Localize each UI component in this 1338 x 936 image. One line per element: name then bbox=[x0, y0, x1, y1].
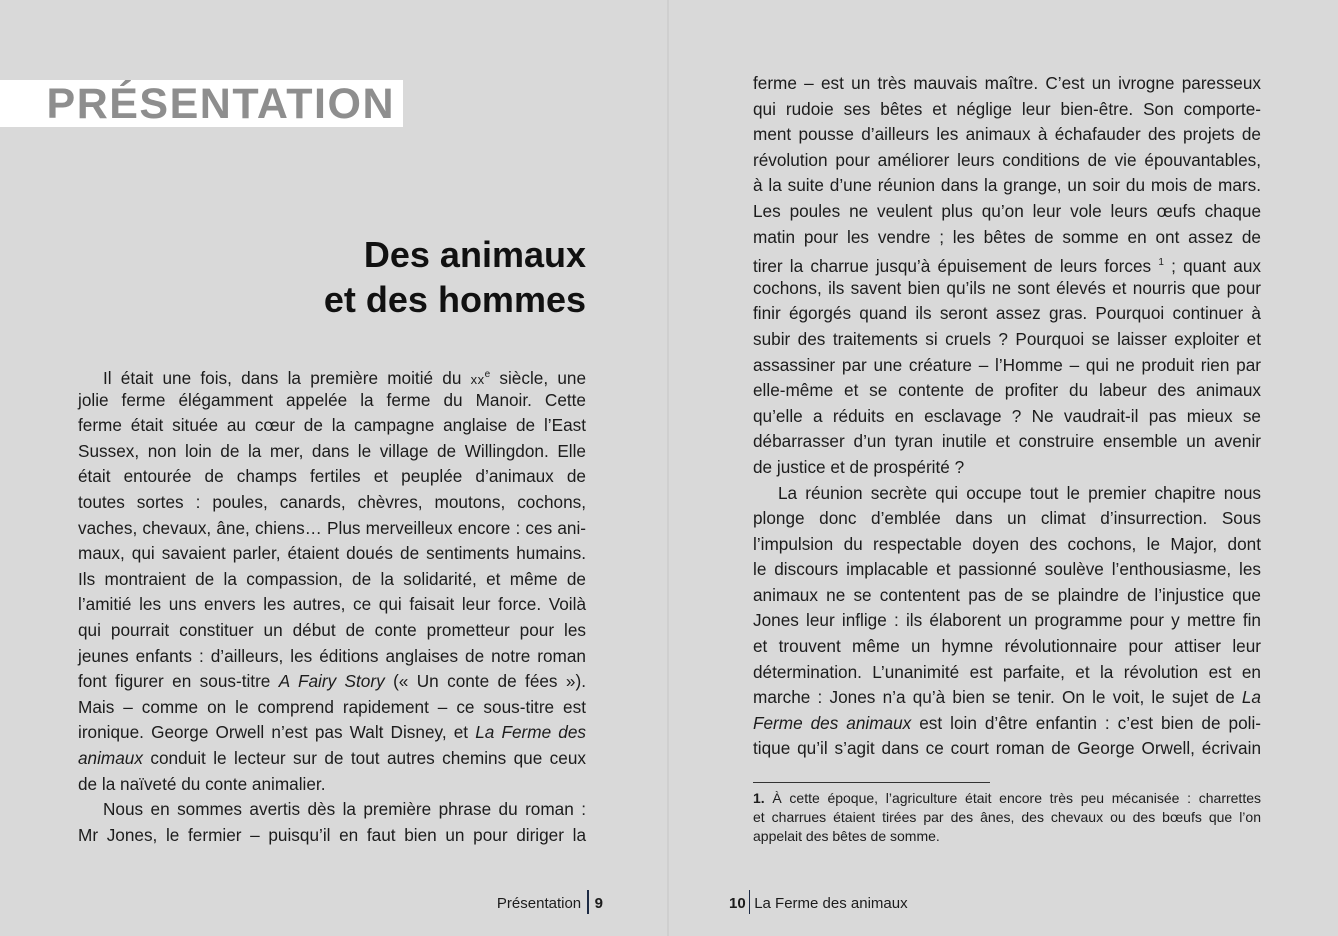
text-line bbox=[753, 429, 1261, 455]
running-title-right: La Ferme des animaux bbox=[754, 895, 908, 912]
text-segment: ironique. George Orwell n’est pas Walt Disney, et bbox=[78, 722, 476, 743]
text-line bbox=[753, 685, 1261, 711]
text-segment: ; quant aux bbox=[1163, 256, 1261, 277]
page-number-right: 10 bbox=[729, 895, 746, 912]
text-segment: xx bbox=[470, 372, 485, 387]
text-segment: Les poules ne veulent plus qu’on leur vole leurs œufs chaque bbox=[753, 200, 1261, 221]
text-line bbox=[78, 797, 586, 823]
text-segment: à la suite d’une réunion dans la grange, un soir du mois de mars. bbox=[753, 175, 1261, 196]
footnote bbox=[753, 789, 1261, 846]
text-segment: qu’elle a réduits en esclavage ? Ne vaudrait-il pas mieux se bbox=[753, 405, 1261, 426]
heading-line-1: Des animaux bbox=[363, 234, 586, 275]
text-line bbox=[78, 618, 586, 644]
text-line bbox=[753, 711, 1261, 737]
footer-separator bbox=[587, 890, 589, 914]
text-segment: vaches, chevaux, âne, chiens… Plus merveilleux encore : ces ani- bbox=[78, 517, 586, 538]
text-segment: La réunion secrète qui occupe tout le premier chapitre nous bbox=[778, 482, 1261, 503]
text-line bbox=[753, 557, 1261, 583]
superscript: e bbox=[484, 369, 491, 380]
text-segment: Mr Jones, le fermier – puisqu’il en faut bien un pour diriger la bbox=[78, 824, 586, 845]
text-segment: animaux ne se contentent pas de se plaindre de l’injustice que bbox=[753, 584, 1261, 605]
text-line bbox=[753, 481, 1261, 507]
text-line bbox=[753, 608, 1261, 634]
footer-separator bbox=[749, 890, 751, 914]
text-line bbox=[753, 660, 1261, 686]
text-segment: et trouvent même un hymne révolutionnaire pour attiser leur bbox=[753, 636, 1261, 657]
running-title-left: Présentation bbox=[496, 895, 582, 912]
text-segment: marche : Jones n’a qu’à bien se tenir. On le voit, le sujet de bbox=[753, 687, 1242, 708]
text-segment: font figurer en sous-titre bbox=[78, 671, 279, 692]
section-banner bbox=[0, 80, 403, 127]
text-line bbox=[753, 736, 1261, 762]
text-segment: détermination. L’unanimité est parfaite, et la révolution est en bbox=[753, 661, 1261, 682]
text-line bbox=[753, 506, 1261, 532]
text-segment: 1. bbox=[753, 790, 765, 806]
text-line bbox=[78, 490, 586, 516]
text-segment: tirer la charrue jusqu’à épuisement de leurs forces bbox=[753, 256, 1159, 277]
text-segment: siècle, une bbox=[490, 368, 587, 388]
text-segment: elle-même et se contente de profiter du labeur des animaux bbox=[753, 380, 1261, 401]
text-line bbox=[753, 71, 1261, 97]
text-segment: A Fairy Story bbox=[278, 671, 385, 692]
text-line bbox=[753, 148, 1261, 174]
text-line bbox=[78, 541, 586, 567]
right-page-text bbox=[753, 71, 1261, 762]
text-segment: révolution pour améliorer leurs conditions de vie épouvantables, bbox=[753, 149, 1261, 170]
text-line bbox=[78, 746, 586, 772]
text-segment: tique qu’il s’agit dans ce court roman de George Orwell, écrivain bbox=[753, 738, 1261, 759]
text-line bbox=[753, 353, 1261, 379]
text-segment: Nous en sommes avertis dès la première phrase du roman : bbox=[103, 799, 586, 820]
text-line bbox=[753, 827, 1261, 846]
text-line bbox=[753, 634, 1261, 660]
text-line bbox=[78, 644, 586, 670]
text-line bbox=[753, 808, 1261, 827]
text-segment: assassiner par une créature – l’Homme – qui ne produit rien par bbox=[753, 354, 1261, 375]
left-page-footer bbox=[497, 890, 603, 914]
left-page-text bbox=[78, 362, 586, 848]
text-line bbox=[78, 567, 586, 593]
text-line bbox=[78, 439, 586, 465]
text-line bbox=[78, 720, 586, 746]
text-line bbox=[78, 413, 586, 439]
text-line bbox=[753, 327, 1261, 353]
text-line bbox=[753, 301, 1261, 327]
text-line bbox=[78, 388, 586, 414]
text-segment: La Ferme des bbox=[475, 722, 586, 743]
text-segment: et charrues étaient tirées par des ânes, des chevaux ou des bœufs que l’on bbox=[753, 809, 1261, 825]
text-segment: le discours implacable et passionné soulève l’enthousiasme, les bbox=[753, 559, 1261, 580]
text-line bbox=[753, 789, 1261, 808]
text-segment: toutes sortes : poules, canards, chèvres, moutons, cochons, bbox=[78, 491, 586, 512]
text-segment: de la naïveté du conte animalier. bbox=[78, 773, 326, 794]
text-segment: est loin d’être enfantin : c’est bien de poli- bbox=[911, 712, 1261, 733]
text-segment: matin pour les vendre ; les bêtes de somme en ont assez de bbox=[753, 226, 1261, 247]
text-line bbox=[753, 97, 1261, 123]
text-segment: Sussex, non loin de la mer, dans le village de Willingdon. Elle bbox=[78, 440, 586, 461]
text-segment: À cette époque, l’agriculture était encore très peu mécanisée : charrettes bbox=[764, 790, 1261, 806]
text-line bbox=[753, 455, 1261, 481]
text-line bbox=[753, 532, 1261, 558]
text-segment: ferme était située au cœur de la campagne anglaise de l’East bbox=[78, 415, 586, 436]
text-segment: jeunes enfants : d’ailleurs, les éditions anglaises de notre roman bbox=[78, 645, 586, 666]
page-gutter bbox=[667, 0, 669, 936]
text-segment: conduit le lecteur sur de tout autres chemins que ceux bbox=[142, 747, 586, 768]
text-segment: finir égorgés quand ils seront assez gras. Pourquoi continuer à bbox=[753, 303, 1261, 324]
text-line bbox=[78, 823, 586, 849]
section-title: PRÉSENTATION bbox=[46, 80, 395, 128]
text-line bbox=[78, 464, 586, 490]
text-line bbox=[753, 404, 1261, 430]
text-line bbox=[78, 362, 586, 388]
text-segment: l’impulsion du respectable doyen des cochons, le Major, dont bbox=[753, 533, 1261, 554]
text-segment: était entourée de champs fertiles et peuplée d’animaux de bbox=[78, 466, 586, 487]
text-segment: Il était une fois, dans la première moitié du bbox=[103, 368, 471, 388]
text-line bbox=[753, 583, 1261, 609]
page-number-left: 9 bbox=[594, 895, 603, 912]
text-line bbox=[753, 276, 1261, 302]
text-segment: animaux bbox=[78, 747, 143, 768]
text-segment: ment pousse d’ailleurs les animaux à échafauder des projets de bbox=[753, 124, 1261, 145]
text-line bbox=[78, 516, 586, 542]
footnote-divider bbox=[753, 782, 990, 783]
text-segment: l’amitié les uns envers les autres, ce qui faisait leur force. Voilà bbox=[78, 594, 586, 615]
text-segment: Jones leur inflige : ils élaborent un programme pour y mettre fin bbox=[753, 610, 1261, 631]
text-line bbox=[753, 378, 1261, 404]
text-segment: maux, qui savaient parler, étaient doués de sentiments humains. bbox=[78, 543, 586, 564]
text-segment: (« Un conte de fées »). bbox=[384, 671, 586, 692]
text-segment: jolie ferme élégamment appelée la ferme du Manoir. Cette bbox=[78, 389, 586, 410]
text-line bbox=[753, 122, 1261, 148]
text-line bbox=[753, 199, 1261, 225]
text-line bbox=[78, 669, 586, 695]
text-line bbox=[753, 225, 1261, 251]
text-line bbox=[78, 772, 586, 798]
text-segment: Ils montraient de la compassion, de la solidarité, et même de bbox=[78, 568, 586, 589]
text-line bbox=[753, 250, 1261, 276]
superscript: 1 bbox=[1158, 257, 1164, 269]
text-segment: de justice et de prospérité ? bbox=[753, 456, 965, 477]
text-line bbox=[753, 173, 1261, 199]
heading-line-2: et des hommes bbox=[323, 279, 586, 320]
text-segment: appelait des bêtes de somme. bbox=[753, 828, 940, 844]
text-segment: plonge donc d’emblée dans un climat d’insurrection. Sous bbox=[753, 508, 1261, 529]
text-segment: qui rudoie ses bêtes et néglige leur bien-être. Son comporte- bbox=[753, 98, 1261, 119]
text-segment: qui pourrait constituer un début de conte prometteur pour les bbox=[78, 619, 586, 640]
text-segment: ferme – est un très mauvais maître. C’est un ivrogne paresseux bbox=[753, 73, 1261, 93]
right-page-footer bbox=[729, 890, 908, 914]
text-segment: Ferme des animaux bbox=[753, 712, 912, 733]
text-segment: cochons, ils savent bien qu’ils ne sont élevés et nourris que pour bbox=[753, 277, 1261, 298]
text-segment: Mais – comme on le comprend rapidement – ce sous-titre est bbox=[78, 696, 586, 717]
text-line bbox=[78, 695, 586, 721]
text-segment: subir des traitements si cruels ? Pourquoi se laisser exploiter et bbox=[753, 328, 1261, 349]
text-segment: La bbox=[1241, 687, 1261, 708]
text-line bbox=[78, 592, 586, 618]
chapter-heading bbox=[324, 232, 586, 322]
text-segment: débarrasser d’un tyran inutile et construire ensemble un avenir bbox=[753, 431, 1261, 452]
